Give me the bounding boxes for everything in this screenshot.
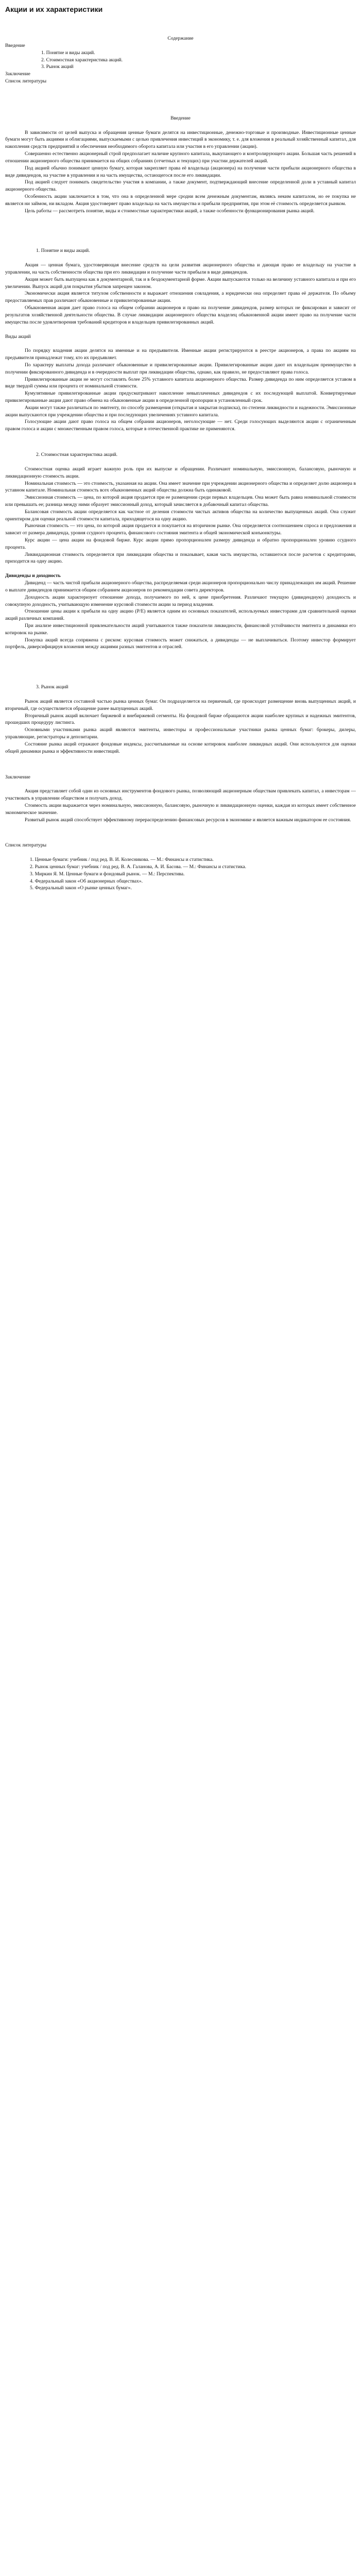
section2-paragraph: Балансовая стоимость акции определяется как частное от деления стоимости чистых активов общества на количество выпущенных акций. Она служит ориентиром для оценки реальной стоимости капитала, приходящегося на одну акцию.	[5, 509, 356, 522]
toc-conclusion-link[interactable]: Заключение	[5, 71, 30, 77]
reference-item: 3. Миркин Я. М. Ценные бумаги и фондовый рынок. — М.: Перспектива.	[30, 871, 185, 877]
toc-item[interactable]: 2. Стоимостная характеристика акций.	[41, 57, 123, 63]
section1-paragraph: Акция — ценная бумага, удостоверяющая внесение средств на цели развития акционерного общества и дающая право ее владельцу на участие в управлении, на часть собственности общества при его ликвидации и получение части прибыли в виде дивидендов.	[5, 262, 356, 276]
toc-list	[41, 49, 356, 71]
intro-paragraph: Совершенно естественно акционерный строй предполагает наличие крупного капитала, выкупающего и контролирующего акции. Большая часть решений в отношении акционерного общества принимается на общих собраниях (отчетных и текущих) при участии держателей акций.	[5, 151, 356, 164]
dividend-paragraph: Дивиденд — часть чистой прибыли акционерного общества, распределяемая среди акционеров пропорционально числу принадлежащих им акций. Решение о выплате дивидендов принимается общим собранием акционеров по рекомендации совета директоров.	[5, 580, 356, 593]
intro-paragraph: Под акцией следует понимать свидетельство участия в компании, а также документ, подтверждающий внесение определенной доли в уставный капитал акционерного общества.	[5, 179, 356, 193]
section2-paragraph: Ликвидационная стоимость определяется при ликвидации общества и показывает, какая часть имущества, оставшегося после расчетов с кредиторами, приходится на одну акцию.	[5, 551, 356, 565]
section3-heading-list	[36, 684, 356, 691]
page-title: Акции и их характеристики	[5, 5, 103, 13]
section2-paragraph: Стоимостная оценка акций играет важную роль при их выпуске и обращении. Различают номинальную, эмиссионную, балансовую, рыночную и ликвидационную стоимость акции.	[5, 466, 356, 479]
section2-heading-list	[36, 451, 356, 459]
section1-heading-list	[36, 247, 356, 255]
references-heading: Список литературы	[5, 842, 47, 849]
section3-paragraph: Рынок акций является составной частью рынка ценных бумаг. Он подразделяется на первичный, где происходит размещение вновь выпущенных акций, и вторичный, где осуществляется обращение ранее выпущенных акций.	[5, 699, 356, 711]
document-body	[0, 35, 361, 892]
toc-intro-link[interactable]: Введение	[5, 42, 25, 48]
conclusion-heading: Заключение	[5, 774, 30, 780]
section2-paragraph: Номинальная стоимость — это стоимость, указанная на акции. Она имеет значение при учреждении акционерного общества и определяет долю акционера в уставном капитале. Номинальная стоимость всех обыкновенных акций общества должна быть одинаковой.	[5, 480, 356, 494]
intro-paragraph: Цель работы — рассмотреть понятие, виды и стоимостные характеристики акций, а также особенности функционирования рынка акций.	[25, 208, 315, 214]
section1-heading: 1. Понятие и виды акций.	[36, 248, 90, 254]
types-paragraph: По характеру выплаты дохода различают обыкновенные и привилегированные акции. Привилегированные акции дают их владельцам преимущество в получении фиксированного дивиденда и в очередности выплат при ликвидации общества, однако, как правило, не предоставляют права голоса.	[5, 362, 356, 375]
dividend-paragraph: При анализе инвестиционной привлекательности акций учитываются также показатели ликвидности, финансовой устойчивости эмитента и динамики его котировок на рынке.	[5, 622, 356, 636]
dividend-heading: Дивиденды и доходность	[5, 573, 61, 579]
types-paragraph: Кумулятивные привилегированные акции предусматривают накопление невыплаченных дивидендов с их последующей выплатой. Конвертируемые привилегированные акции дают право обмена на обыкновенные акции в определенной пропорции в установленный срок.	[5, 391, 356, 404]
dividend-paragraph: Отношение цены акции к прибыли на одну акцию (P/E) является одним из основных показателей, используемых инвесторами для сравнительной оценки акций различных компаний.	[5, 608, 356, 622]
toc-heading: Содержание	[167, 36, 194, 42]
section2-paragraph: Рыночная стоимость — это цена, по которой акция продается и покупается на вторичном рынке. Она определяется соотношением спроса и предложения и зависит от размера дивиденда, уровня ссудного процента, финансового состояния эмитента и общей экономической конъюнктуры.	[5, 523, 356, 536]
toc-references-link[interactable]: Список литературы	[5, 78, 47, 84]
section1-paragraph: Обыкновенная акция дает право голоса на общем собрании акционеров и право на получение дивидендов, размер которых не фиксирован и зависит от результатов хозяйственной деятельности общества. В случае ликвидации акционерного общества владелец обыкновенной акции имеет право на получение части имущества после удовлетворения требований кредиторов и владельцев привилегированных акций.	[5, 305, 356, 325]
conclusion-paragraph: Развитый рынок акций способствует эффективному перераспределению финансовых ресурсов в экономике и является важным индикатором ее состояния.	[25, 817, 351, 823]
conclusion-paragraph: Стоимость акции выражается через номинальную, эмиссионную, балансовую, рыночную и ликвидационную оценки, каждая из которых имеет собственное экономическое значение.	[5, 802, 356, 816]
section2-heading: 2. Стоимостная характеристика акций.	[36, 452, 118, 458]
types-paragraph: По порядку владения акции делятся на именные и на предъявителя. Именные акции регистрируются в реестре акционеров, а права по акциям на предъявителя принадлежат тому, кто их предъявляет.	[5, 348, 356, 361]
intro-paragraph: Особенность акции заключается в том, что она в определенной мере сродни всем денежным документам, являясь неким капиталом, но ее покупка не является ни займом, ни вкладом. Акция удостоверяет право владельца на часть имущества и прибыли предприятия, при этом её стоимость определяется рынком.	[5, 193, 356, 207]
intro-heading: Введение	[170, 115, 191, 121]
toc-item[interactable]: 1. Понятие и виды акций.	[41, 49, 95, 56]
section3-heading: 3. Рынок акций	[36, 684, 68, 690]
conclusion-paragraph: Акция представляет собой один из основных инструментов фондового рынка, позволяющий акционерным обществам привлекать капитал, а инвесторам — участвовать в управлении обществом и получать доход.	[5, 788, 356, 802]
section3-paragraph: Основными участниками рынка акций являются эмитенты, инвесторы и профессиональные участники рынка ценных бумаг: брокеры, дилеры, управляющие, регистраторы и депозитарии.	[5, 727, 356, 740]
types-paragraph: Голосующие акции дают право голоса на общем собрании акционеров, неголосующие — нет. Среди голосующих выделяются акции с ограниченным правом голоса и акции с множественным правом голоса, которые в отечественной практике не применяются.	[5, 419, 356, 432]
section1-paragraph: Экономически акция является титулом собственности и выражает отношения совладения, а юридически она определяет права её держателя. По объему предоставляемых прав различают обыкновенные и привилегированные акции.	[5, 291, 356, 304]
intro-paragraph: В зависимости от целей выпуска и обращения ценные бумаги делятся на инвестиционные, денежно-торговые и производные. Инвестиционные ценные бумаги могут быть акциями и облигациями, выпускаемыми с целью привлечения инвестиций в экономику, т. е. для вложения в реальный хозяйственный капитал, для накопления средств предприятий и обеспечения необходимого оборота капитала или участия в его управлении (акции).	[5, 129, 356, 150]
references-list	[30, 856, 356, 892]
reference-item: 2. Рынок ценных бумаг: учебник / под ред. В. А. Галанова, А. И. Басова. — М.: Финансы и статистика.	[30, 864, 247, 870]
reference-item: 5. Федеральный закон «О рынке ценных бумаг».	[30, 885, 132, 891]
types-paragraph: Привилегированные акции не могут составлять более 25% уставного капитала акционерного общества. Размер дивиденда по ним определяется уставом в виде твердой суммы или процента от номинальной стоимости.	[5, 376, 356, 389]
types-heading: Виды акций	[5, 333, 31, 340]
section2-paragraph: Курс акции — цена акции на фондовой бирже. Курс акции прямо пропорционален размеру дивиденда и обратно пропорционален уровню ссудного процента.	[5, 537, 356, 550]
section2-paragraph: Эмиссионная стоимость — цена, по которой акция продается при ее размещении среди первых владельцев. Она может быть равна номинальной стоимости или превышать ее; разница между ними образует эмиссионный доход, который зачисляется в добавочный капитал общества.	[5, 495, 356, 507]
dividend-paragraph: Покупка акций всегда сопряжена с риском: курсовая стоимость может снижаться, а дивиденды — не выплачиваться. Поэтому инвестор формирует портфель, диверсифицируя вложения между акциями разных эмитентов и отраслей.	[5, 637, 356, 650]
dividend-paragraph: Доходность акции характеризует отношение дохода, получаемого по ней, к цене приобретения. Различают текущую (дивидендную) доходность и совокупную доходность, учитывающую изменение курсовой стоимости акции за период владения.	[5, 594, 356, 607]
section1-paragraph: Акция может быть выпущена как в документарной, так и в бездокументарной форме. Акции выпускаются только на величину уставного капитала и при его увеличении. Выпуск акций для покрытия убытков запрещен законом.	[5, 276, 356, 290]
toc-item[interactable]: 3. Рынок акций	[41, 64, 74, 70]
intro-paragraph: Под акцией обычно понимают ценную бумагу, которая закрепляет права её владельца (акционера) на получение части прибыли акционерного общества в виде дивидендов, на участие в управлении и на часть имущества, остающегося после его ликвидации.	[5, 165, 356, 178]
section3-paragraph: Состояние рынка акций отражают фондовые индексы, рассчитываемые на основе котировок наиболее ликвидных акций. Они используются для оценки общей динамики рынка и эффективности инвестиций.	[5, 741, 356, 754]
reference-item: 1. Ценные бумаги: учебник / под ред. В. И. Колесникова. — М.: Финансы и статистика.	[30, 857, 214, 863]
reference-item: 4. Федеральный закон «Об акционерных обществах».	[30, 878, 143, 884]
section3-paragraph: Вторичный рынок акций включает биржевой и внебиржевой сегменты. На фондовой бирже обращаются акции наиболее крупных и надежных эмитентов, прошедших процедуру листинга.	[5, 713, 356, 726]
types-paragraph: Акции могут также различаться по эмитенту, по способу размещения (открытая и закрытая подписка), по степени ликвидности и надежности. Эмиссионные акции выпускаются при учреждении общества и при последующих увеличениях уставного капитала.	[5, 404, 356, 418]
